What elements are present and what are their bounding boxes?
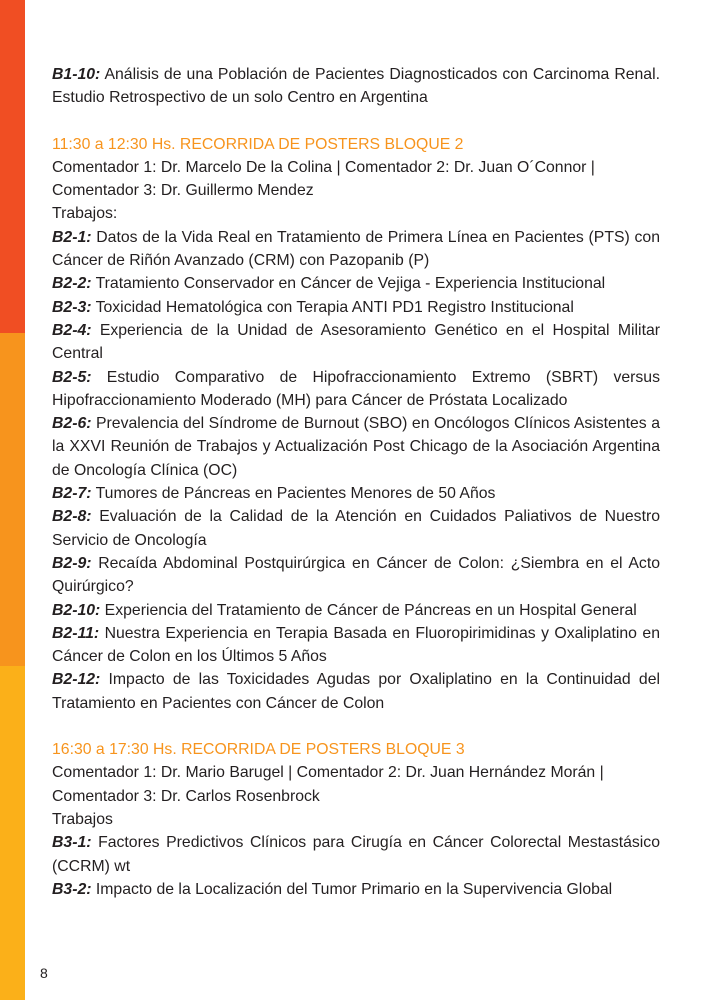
poster-entry <box>52 366 660 413</box>
poster-title: Experiencia del Tratamiento de Cáncer de Páncreas en un Hospital General <box>100 601 637 619</box>
block3-heading: 16:30 a 17:30 Hs. RECORRIDA DE POSTERS BLOQUE 3 <box>52 741 465 759</box>
poster-title: Factores Predictivos Clínicos para Cirugía en Cáncer Colorectal Mestastásico (CCRM) wt <box>52 834 660 875</box>
block2-works-label: Trabajos: <box>52 205 118 223</box>
block3-commentators: Comentador 1: Dr. Mario Barugel | Comentador 2: Dr. Juan Hernández Morán | Comentador 3: Dr. Carlos Rosenbrock <box>52 764 604 805</box>
poster-code: B2-3: <box>52 298 92 316</box>
poster-entry <box>52 552 660 599</box>
poster-title: Toxicidad Hematológica con Terapia ANTI PD1 Registro Institucional <box>91 298 574 316</box>
poster-title: Impacto de las Toxicidades Agudas por Oxaliplatino en la Continuidad del Tratamiento en Pacientes con Cáncer de Colon <box>52 671 660 712</box>
poster-entry <box>52 482 660 505</box>
poster-entry <box>52 505 660 552</box>
poster-code: B2-11: <box>52 624 100 642</box>
poster-code: B2-1: <box>52 228 92 246</box>
poster-title: Prevalencia del Síndrome de Burnout (SBO) en Oncólogos Clínicos Asistentes a la XXVI Reunión de Trabajos y Actualización Post Chicago de la Asociación Argentina de Oncología Clínica (OC) <box>52 415 660 479</box>
poster-title: Estudio Comparativo de Hipofraccionamiento Extremo (SBRT) versus Hipofraccionamiento Moderado (MH) para Cáncer de Próstata Localizado <box>52 368 660 409</box>
poster-title: Experiencia de la Unidad de Asesoramiento Genético en el Hospital Militar Central <box>52 321 660 363</box>
page-number: 8 <box>40 965 48 981</box>
poster-code: B2-12: <box>52 671 101 689</box>
poster-entry <box>52 668 660 715</box>
poster-title: Análisis de una Población de Pacientes Diagnosticados con Carcinoma Renal. Estudio Retrospectivo de un solo Centro en Argentina <box>52 66 660 107</box>
poster-title: Impacto de la Localización del Tumor Primario en la Supervivencia Global <box>91 880 613 898</box>
poster-title: Recaída Abdominal Postquirúrgica en Cáncer de Colon: ¿Siembra en el Acto Quirúrgico? <box>52 554 660 596</box>
poster-title: Evaluación de la Calidad de la Atención en Cuidados Paliativos de Nuestro Servicio de Oncología <box>52 508 660 549</box>
poster-title: Nuestra Experiencia en Terapia Basada en Fluoropirimidinas y Oxaliplatino en Cáncer de Colon en los Últimos 5 Años <box>52 624 660 666</box>
block2-commentators: Comentador 1: Dr. Marcelo De la Colina | Comentador 2: Dr. Juan O´Connor | Comentador 3: Dr. Guillermo Mendez <box>52 158 595 200</box>
poster-title: Tratamiento Conservador en Cáncer de Vejiga - Experiencia Institucional <box>91 275 606 293</box>
poster-entry <box>52 412 660 482</box>
poster-code: B2-7: <box>52 485 92 503</box>
poster-code: B2-8: <box>52 508 92 526</box>
poster-code: B3-2: <box>52 880 92 898</box>
poster-entry <box>52 622 660 669</box>
poster-entry <box>52 878 660 901</box>
poster-code: B2-9: <box>52 554 92 572</box>
poster-entry <box>52 599 660 622</box>
poster-entry <box>52 831 660 878</box>
program-content <box>52 63 660 901</box>
poster-title: Datos de la Vida Real en Tratamiento de Primera Línea en Pacientes (PTS) con Cáncer de Riñón Avanzado (CRM) con Pazopanib (P) <box>52 228 660 270</box>
poster-code: B2-10: <box>52 601 101 619</box>
poster-title: Tumores de Páncreas en Pacientes Menores de 50 Años <box>91 485 496 503</box>
side-bar-red <box>0 0 25 333</box>
poster-entry <box>52 226 660 273</box>
poster-code: B2-5: <box>52 368 92 386</box>
poster-entry <box>52 296 660 319</box>
side-bar-orange <box>0 333 25 666</box>
poster-code: B3-1: <box>52 834 92 852</box>
poster-code: B2-4: <box>52 321 92 339</box>
block3-works-label: Trabajos <box>52 810 113 828</box>
side-bar-yellow <box>0 666 25 1000</box>
poster-code: B2-2: <box>52 275 92 293</box>
poster-entry <box>52 319 660 366</box>
poster-code: B1-10: <box>52 66 101 83</box>
block2-heading: 11:30 a 12:30 Hs. RECORRIDA DE POSTERS BLOQUE 2 <box>52 135 464 153</box>
poster-entry-b1-10 <box>52 63 660 110</box>
poster-code: B2-6: <box>52 415 92 433</box>
poster-entry <box>52 272 660 295</box>
